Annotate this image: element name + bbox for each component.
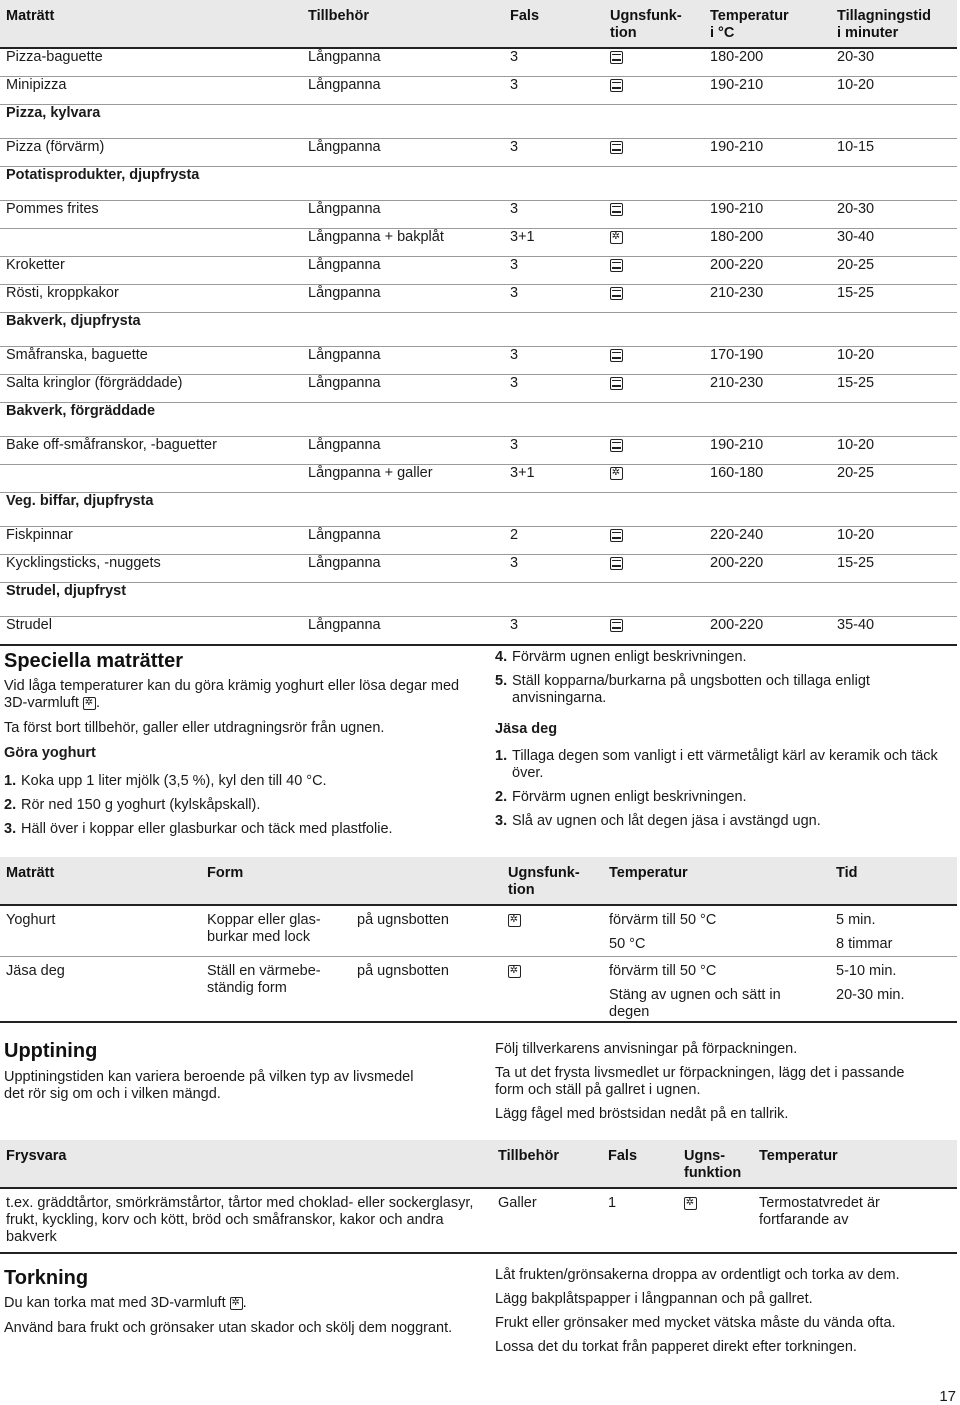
cell-dish: Pommes frites — [0, 201, 302, 229]
oven-function-cell — [604, 201, 704, 229]
table-row — [0, 201, 957, 229]
cell-time: 20-30 — [831, 48, 957, 77]
cell-temp: 210-230 — [704, 375, 831, 403]
cell-shelf: 3 — [504, 555, 604, 583]
top-bottom-heat-icon — [610, 377, 623, 390]
table-header-row — [0, 857, 957, 905]
paragraph: Upptiningstiden kan variera beroende på vilken typ av livsmedel det rör sig om och i vilken mängd. — [4, 1069, 414, 1102]
paragraph: Frukt eller grönsaker med mycket vätska måste du vända ofta. — [495, 1315, 896, 1331]
col-header: Fals — [602, 1140, 678, 1188]
top-bottom-heat-icon — [610, 79, 623, 92]
cell-dish: Bake off-småfranskor, -baguetter — [0, 437, 302, 465]
oven-function-cell — [604, 285, 704, 313]
cell-shelf: 2 — [504, 527, 604, 555]
paragraph: Ta först bort tillbehör, galler eller utdragningsrör från ugnen. — [4, 720, 385, 736]
col-header: Tillagningstid i minuter — [831, 0, 957, 48]
cell — [502, 905, 603, 957]
cell-acc: Långpanna — [302, 139, 504, 167]
group-label: Bakverk, förgräddade — [0, 403, 957, 437]
cell-shelf: 3 — [504, 257, 604, 285]
step-item: 2. Rör ned 150 g yoghurt (kylskåpskall). — [4, 797, 261, 813]
table-group-row — [0, 583, 957, 617]
cell-time: 15-25 — [831, 285, 957, 313]
top-bottom-heat-icon — [610, 287, 623, 300]
3d-hot-air-icon — [508, 965, 521, 978]
cell-acc: Långpanna — [302, 527, 504, 555]
cell-shelf: 3 — [504, 375, 604, 403]
col-header: Temperatur — [603, 857, 830, 905]
col-header: Maträtt — [0, 0, 302, 48]
drying-instructions — [495, 1267, 957, 1356]
step-item: 1. Koka upp 1 liter mjölk (3,5 %), kyl den till 40 °C. — [4, 773, 327, 789]
cell-dish: Strudel — [0, 617, 302, 646]
cell: Yoghurt — [0, 905, 201, 957]
cell-temp: 160-180 — [704, 465, 831, 493]
cell-temp: 180-200 — [704, 48, 831, 77]
paragraph: Följ tillverkarens anvisningar på förpackningen. — [495, 1041, 798, 1057]
cell: Koppar eller glas-burkar med lock — [201, 905, 351, 957]
cell-dish: Kycklingsticks, -nuggets — [0, 555, 302, 583]
cell-temp: 200-220 — [704, 555, 831, 583]
cell-dish — [0, 465, 302, 493]
section-title: Speciella maträtter — [4, 650, 183, 672]
oven-function-cell — [604, 465, 704, 493]
cell-time: 10-20 — [831, 77, 957, 105]
cell-shelf: 3 — [504, 139, 604, 167]
table-row — [0, 465, 957, 493]
cell — [678, 1188, 753, 1253]
cell-temp: 170-190 — [704, 347, 831, 375]
top-bottom-heat-icon — [610, 439, 623, 452]
cell-time: 10-15 — [831, 139, 957, 167]
step-item: 5. Ställ kopparna/burkarna på ungsbotten och tillaga enligt anvisningarna. — [495, 673, 870, 706]
cell-time: 10-20 — [831, 437, 957, 465]
cell: Termostatvredet är fortfarande av — [753, 1188, 957, 1253]
cell-time: 30-40 — [831, 229, 957, 257]
cell-acc: Långpanna — [302, 285, 504, 313]
subheading: Göra yoghurt — [4, 745, 96, 761]
cell-dish: Småfranska, baguette — [0, 347, 302, 375]
col-header: Tid — [830, 857, 957, 905]
cell-shelf: 3 — [504, 347, 604, 375]
oven-function-cell — [604, 48, 704, 77]
cell-temp: 210-230 — [704, 285, 831, 313]
thaw-instructions — [495, 1041, 915, 1123]
cell-dish — [0, 229, 302, 257]
3d-hot-air-icon — [83, 697, 96, 710]
col-header: Ugns- funktion — [678, 1140, 753, 1188]
3d-hot-air-icon — [508, 914, 521, 927]
top-bottom-heat-icon — [610, 203, 623, 216]
table-group-row — [0, 403, 957, 437]
paragraph: Använd bara frukt och grönsaker utan skador och skölj dem noggrant. — [4, 1320, 453, 1336]
cell-acc: Långpanna — [302, 437, 504, 465]
cell-temp: 180-200 — [704, 229, 831, 257]
step-item: 3. Slå av ugnen och låt degen jäsa i avstängd ugn. — [495, 813, 821, 829]
group-label: Veg. biffar, djupfrysta — [0, 493, 957, 527]
col-header: Ugnsfunk- tion — [604, 0, 704, 48]
step-list — [4, 773, 474, 845]
3d-hot-air-icon — [610, 231, 623, 244]
top-bottom-heat-icon — [610, 349, 623, 362]
step-item: 2. Förvärm ugnen enligt beskrivningen. — [495, 789, 747, 805]
cell-dish: Kroketter — [0, 257, 302, 285]
3d-hot-air-icon — [610, 467, 623, 480]
section-title: Upptining — [4, 1040, 98, 1062]
cell-acc: Långpanna + bakplåt — [302, 229, 504, 257]
table-row — [0, 77, 957, 105]
cell-shelf: 3 — [504, 201, 604, 229]
col-header: Tillbehör — [492, 1140, 602, 1188]
cell-acc: Långpanna — [302, 375, 504, 403]
cooking-table — [0, 0, 957, 646]
table-row — [0, 347, 957, 375]
table-group-row — [0, 493, 957, 527]
section-title: Torkning — [4, 1267, 89, 1289]
table-row — [0, 905, 957, 957]
page-number: 17 — [939, 1388, 956, 1405]
cell-shelf: 3 — [504, 617, 604, 646]
oven-function-cell — [604, 437, 704, 465]
top-bottom-heat-icon — [610, 529, 623, 542]
group-label: Pizza, kylvara — [0, 105, 957, 139]
cell-time: 20-25 — [831, 257, 957, 285]
table-row — [0, 555, 957, 583]
col-header: Form — [201, 857, 351, 905]
table-header-row — [0, 0, 957, 48]
cell-shelf: 3 — [504, 77, 604, 105]
cell: 5 min. 8 timmar — [830, 905, 957, 957]
3d-hot-air-icon — [230, 1297, 243, 1310]
top-bottom-heat-icon — [610, 259, 623, 272]
group-label: Bakverk, djupfrysta — [0, 313, 957, 347]
cell-time: 20-30 — [831, 201, 957, 229]
oven-function-cell — [604, 77, 704, 105]
paragraph: Ta ut det frysta livsmedlet ur förpackningen, lägg det i passande form och ställ på gallret i ugnen. — [495, 1065, 905, 1098]
cell-acc: Långpanna — [302, 555, 504, 583]
cell: 5-10 min. 20-30 min. — [830, 957, 957, 1023]
top-bottom-heat-icon — [610, 557, 623, 570]
cell-shelf: 3 — [504, 285, 604, 313]
cell: förvärm till 50 °C Stäng av ugnen och sätt in degen — [603, 957, 830, 1023]
cell-time: 15-25 — [831, 555, 957, 583]
col-header: Maträtt — [0, 857, 201, 905]
step-list — [495, 649, 940, 714]
col-header: Tillbehör — [302, 0, 504, 48]
cell: på ugnsbotten — [351, 957, 502, 1023]
paragraph: Vid låga temperaturer kan du göra krämig yoghurt eller lösa degar med 3D-varmluft ✲ . — [4, 678, 464, 712]
paragraph: Låt frukten/grönsakerna droppa av ordentligt och torka av dem. — [495, 1267, 900, 1283]
step-list — [495, 748, 940, 837]
cell-shelf: 3 — [504, 48, 604, 77]
paragraph: Lägg bakplåtspapper i långpannan och på gallret. — [495, 1291, 813, 1307]
cell-temp: 190-210 — [704, 437, 831, 465]
cell-dish: Fiskpinnar — [0, 527, 302, 555]
table-row — [0, 139, 957, 167]
cell-dish: Minipizza — [0, 77, 302, 105]
table-row — [0, 375, 957, 403]
table-row — [0, 957, 957, 1023]
cell-dish: Pizza (förvärm) — [0, 139, 302, 167]
top-bottom-heat-icon — [610, 51, 623, 64]
cell-acc: Långpanna — [302, 77, 504, 105]
paragraph: Lossa det du torkat från papperet direkt efter torkningen. — [495, 1339, 857, 1355]
cell-temp: 200-220 — [704, 257, 831, 285]
cell-acc: Långpanna — [302, 257, 504, 285]
cell-temp: 190-210 — [704, 77, 831, 105]
cell-shelf: 3 — [504, 437, 604, 465]
3d-hot-air-icon — [684, 1197, 697, 1210]
cell — [502, 957, 603, 1023]
cell-temp: 190-210 — [704, 201, 831, 229]
table-row — [0, 437, 957, 465]
cell-dish: Salta kringlor (förgräddade) — [0, 375, 302, 403]
table-row — [0, 617, 957, 646]
top-bottom-heat-icon — [610, 141, 623, 154]
oven-function-cell — [604, 375, 704, 403]
cell-shelf: 3+1 — [504, 465, 604, 493]
oven-function-cell — [604, 347, 704, 375]
cell: t.ex. gräddtårtor, smörkrämstårtor, tårtor med choklad- eller sockerglasyr, frukt, kyckling, korv och kött, bröd och småfranskor, kakor och andra bakverk — [0, 1188, 492, 1253]
cell-temp: 200-220 — [704, 617, 831, 646]
cell-dish: Pizza-baguette — [0, 48, 302, 77]
oven-function-cell — [604, 555, 704, 583]
cell-dish: Rösti, kroppkakor — [0, 285, 302, 313]
table-row — [0, 229, 957, 257]
table-group-row — [0, 313, 957, 347]
col-header: Temperatur i °C — [704, 0, 831, 48]
oven-function-cell — [604, 617, 704, 646]
cell: Jäsa deg — [0, 957, 201, 1023]
table-group-row — [0, 167, 957, 201]
thaw-table — [0, 1140, 957, 1254]
oven-function-cell — [604, 257, 704, 285]
cell: 1 — [602, 1188, 678, 1253]
table-header-row — [0, 1140, 957, 1188]
col-header: Ugnsfunk- tion — [502, 857, 603, 905]
special-dishes-table — [0, 857, 957, 1023]
cell-time: 10-20 — [831, 527, 957, 555]
col-header: Frysvara — [0, 1140, 492, 1188]
paragraph: Lägg fågel med bröstsidan nedåt på en tallrik. — [495, 1106, 789, 1122]
cell-acc: Långpanna + galler — [302, 465, 504, 493]
step-item: 3. Häll över i koppar eller glasburkar och täck med plastfolie. — [4, 821, 393, 837]
oven-function-cell — [604, 139, 704, 167]
top-bottom-heat-icon — [610, 619, 623, 632]
cell: förvärm till 50 °C 50 °C — [603, 905, 830, 957]
cell-temp: 190-210 — [704, 139, 831, 167]
group-label: Strudel, djupfryst — [0, 583, 957, 617]
oven-function-cell — [604, 229, 704, 257]
subheading: Jäsa deg — [495, 721, 558, 737]
cell-acc: Långpanna — [302, 48, 504, 77]
group-label: Potatisprodukter, djupfrysta — [0, 167, 957, 201]
cell-time: 15-25 — [831, 375, 957, 403]
cell: Ställ en värmebe-ständig form — [201, 957, 351, 1023]
cell-time: 10-20 — [831, 347, 957, 375]
oven-function-cell — [604, 527, 704, 555]
col-header: Fals — [504, 0, 604, 48]
cell: Galler — [492, 1188, 602, 1253]
cell: på ugnsbotten — [351, 905, 502, 957]
table-row — [0, 527, 957, 555]
cell-acc: Långpanna — [302, 201, 504, 229]
step-item: 1. Tillaga degen som vanligt i ett värmetåligt kärl av keramik och täck över. — [495, 748, 938, 781]
cell-acc: Långpanna — [302, 617, 504, 646]
step-item: 4. Förvärm ugnen enligt beskrivningen. — [495, 649, 747, 665]
cell-time: 20-25 — [831, 465, 957, 493]
paragraph: Du kan torka mat med 3D-varmluft ✲ . — [4, 1295, 464, 1312]
table-row — [0, 257, 957, 285]
col-header: Temperatur — [753, 1140, 957, 1188]
col-header — [351, 857, 502, 905]
table-row — [0, 1188, 957, 1253]
table-group-row — [0, 105, 957, 139]
table-row — [0, 48, 957, 77]
cell-temp: 220-240 — [704, 527, 831, 555]
table-row — [0, 285, 957, 313]
cell-shelf: 3+1 — [504, 229, 604, 257]
cell-acc: Långpanna — [302, 347, 504, 375]
cell-time: 35-40 — [831, 617, 957, 646]
